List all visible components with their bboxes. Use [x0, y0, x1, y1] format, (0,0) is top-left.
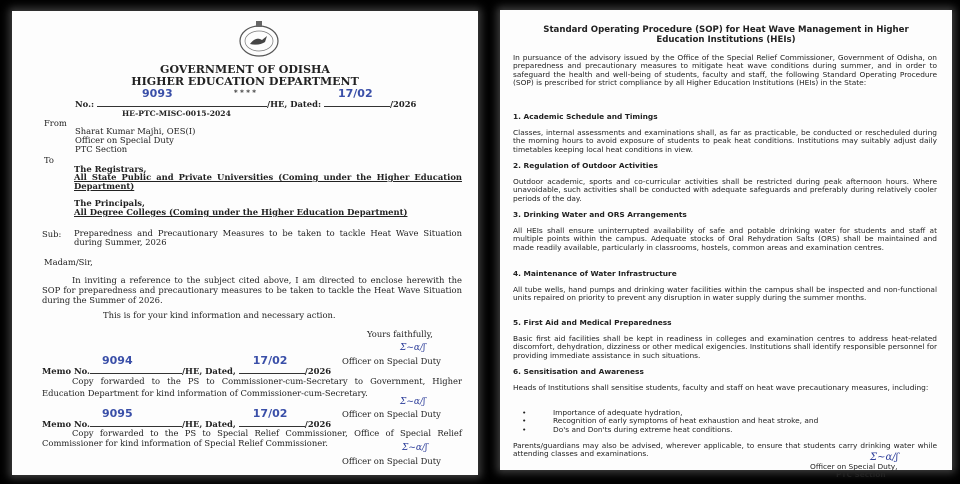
- section-text: Classes, internal assessments and examinations shall, as far as practicable, be conducted or rescheduled during the morning hours to avoid exposure of students to peak heat conditions. Institutions may suitably adjust daily timetables keeping local heat conditions in view.: [513, 128, 937, 154]
- from-designation: Officer on Special Duty: [75, 135, 174, 145]
- to-colleges: All Degree Colleges (Coming under the Higher Education Department): [74, 207, 408, 217]
- signatory-2: Officer on Special Duty: [342, 409, 441, 419]
- memo-date: 17/02: [252, 407, 288, 420]
- from-label: From: [44, 118, 67, 128]
- section-text: All HEIs shall ensure uninterrupted availability of safe and potable drinking water for students and staff at multiple points within the campus. Adequate stocks of Oral Rehydration Salts (ORS) shall be maintained and made readily available, particularly in classrooms, hostels, common areas and examination centres.: [513, 226, 937, 252]
- odisha-emblem-icon: [236, 18, 282, 58]
- section-heading: 6. Sensitisation and Awareness: [513, 367, 644, 376]
- info-line: This is for your kind information and necessary action.: [103, 310, 336, 320]
- body-paragraph: In inviting a reference to the subject cited above, I am directed to enclose herewith the SOP for preparedness and precautionary measures to be taken to tackle the Heat Wave Situation during the Summer of 2026.: [42, 275, 462, 305]
- bullet-item: • Importance of adequate hydration,: [522, 408, 683, 417]
- signatory-3: Officer on Special Duty: [342, 456, 441, 466]
- sub-label: Sub:: [42, 229, 62, 239]
- section-text: Heads of Institutions shall sensitise students, faculty and staff on heat wave precautionary measures, including:: [513, 383, 929, 392]
- sop-section: PTC Section: [836, 470, 886, 479]
- memo-dated-label: /HE, Dated,: [181, 419, 236, 429]
- signature: Ʃ~ɑ/ʃ: [400, 343, 426, 353]
- letter-page: [12, 11, 478, 475]
- section-text: Basic first aid facilities shall be kept in readiness in colleges and examination centres to address heat-related discomfort, dehydration, dizziness or other medical exigencies. Institutions shall identify responsible personnel for providing immediate assistance in such situations.: [513, 334, 937, 360]
- memo-label: Memo No.: [42, 366, 90, 376]
- memo-text-2: Copy forwarded to the PS to Special Relief Commissioner, Office of Special Relief Commissioner for kind information of Special Relief Commissioner.: [42, 428, 462, 448]
- year: /2026: [304, 366, 332, 376]
- to-principals: The Principals,: [74, 198, 145, 208]
- signature: Ʃ~ɑ/ʃ: [402, 443, 428, 453]
- from-name: Sharat Kumar Majhi, OES(I): [75, 126, 196, 136]
- memo-text-1: Copy forwarded to the PS to Commissioner-cum-Secretary to Government, Higher Education Department for kind information of Commissioner-cum-Secretary.: [42, 376, 462, 398]
- letter-date: 17/02: [337, 87, 373, 100]
- memo-number: 9094: [101, 354, 133, 367]
- no-label: No.:: [75, 99, 95, 109]
- from-section: PTC Section: [75, 144, 128, 154]
- signature: Ʃ~ɑ/ʃ: [400, 397, 426, 407]
- signatory-1: Officer on Special Duty: [342, 356, 441, 366]
- header-government: GOVERNMENT OF ODISHA: [160, 63, 330, 76]
- closing: Yours faithfully,: [367, 329, 433, 339]
- sop-page: [500, 10, 952, 479]
- memo-dated-label: /HE, Dated,: [181, 366, 236, 376]
- number-line: [75, 87, 417, 109]
- to-label: To: [44, 155, 54, 165]
- bullet-item: • Recognition of early symptoms of heat exhaustion and heat stroke, and: [522, 416, 819, 426]
- signature: Ʃ~ɑ/ʃ: [870, 452, 899, 463]
- to-universities: All State Public and Private Universities (Coming under the Higher Education Department): [74, 172, 462, 191]
- sop-intro: In pursuance of the advisory issued by the Office of the Special Relief Commissioner, Government of Odisha, on preparedness and precautionary measures to mitigate heat wave conditions during summer, and in order to safeguard the health and well-being of students, faculty and staff, the following Standard Operating Procedure (SOP) is prescribed for strict compliance by all Higher Education Institutions (HEIs) in the State:: [513, 53, 937, 87]
- section-text: All tube wells, hand pumps and drinking water facilities within the campus shall be inspected and non-functional units repaired on priority to prevent any disruption in water supply during the summer months.: [513, 285, 937, 303]
- subject: Preparedness and Precautionary Measures to be taken to tackle Heat Wave Situation during Summer, 2026: [74, 228, 462, 247]
- to-registrars: The Registrars,: [74, 164, 147, 174]
- section-heading: 4. Maintenance of Water Infrastructure: [513, 269, 677, 278]
- header-stars: * * * *: [234, 88, 256, 97]
- bullet-item: • Do's and Don'ts during extreme heat conditions.: [522, 424, 733, 434]
- memo-date: 17/02: [252, 354, 288, 367]
- section-heading: 5. First Aid and Medical Preparedness: [513, 318, 672, 327]
- year: /2026: [389, 99, 417, 109]
- section-heading: 1. Academic Schedule and Timings: [513, 112, 658, 121]
- section-text: Outdoor academic, sports and co-curricular activities shall be restricted during peak afternoon hours. Where unavoidable, such activities shall be conducted with adequate safeguards and preferably during relatively cooler periods of the day.: [513, 177, 937, 203]
- header-department: HIGHER EDUCATION DEPARTMENT: [131, 75, 359, 88]
- file-number: HE-PTC-MISC-0015-2024: [122, 109, 231, 118]
- sop-signatory: Officer on Special Duty,: [810, 462, 898, 471]
- memo-number: 9095: [101, 407, 133, 420]
- closing-paragraph: Parents/guardians may also be advised, wherever applicable, to ensure that students carry drinking water while attending classes and examinations.: [513, 441, 937, 459]
- year: /2026: [304, 419, 332, 429]
- bullet-list: [522, 409, 818, 434]
- letter-number: 9093: [142, 87, 173, 100]
- salutation: Madam/Sir,: [44, 257, 93, 267]
- memo-label: Memo No.: [42, 419, 90, 429]
- from-block: [75, 127, 195, 154]
- dated-label: /HE, Dated:: [267, 99, 322, 109]
- section-heading: 2. Regulation of Outdoor Activities: [513, 161, 658, 170]
- sop-title: Standard Operating Procedure (SOP) for Heat Wave Management in Higher Education Institutions (HEIs): [543, 25, 909, 45]
- section-heading: 3. Drinking Water and ORS Arrangements: [513, 210, 687, 219]
